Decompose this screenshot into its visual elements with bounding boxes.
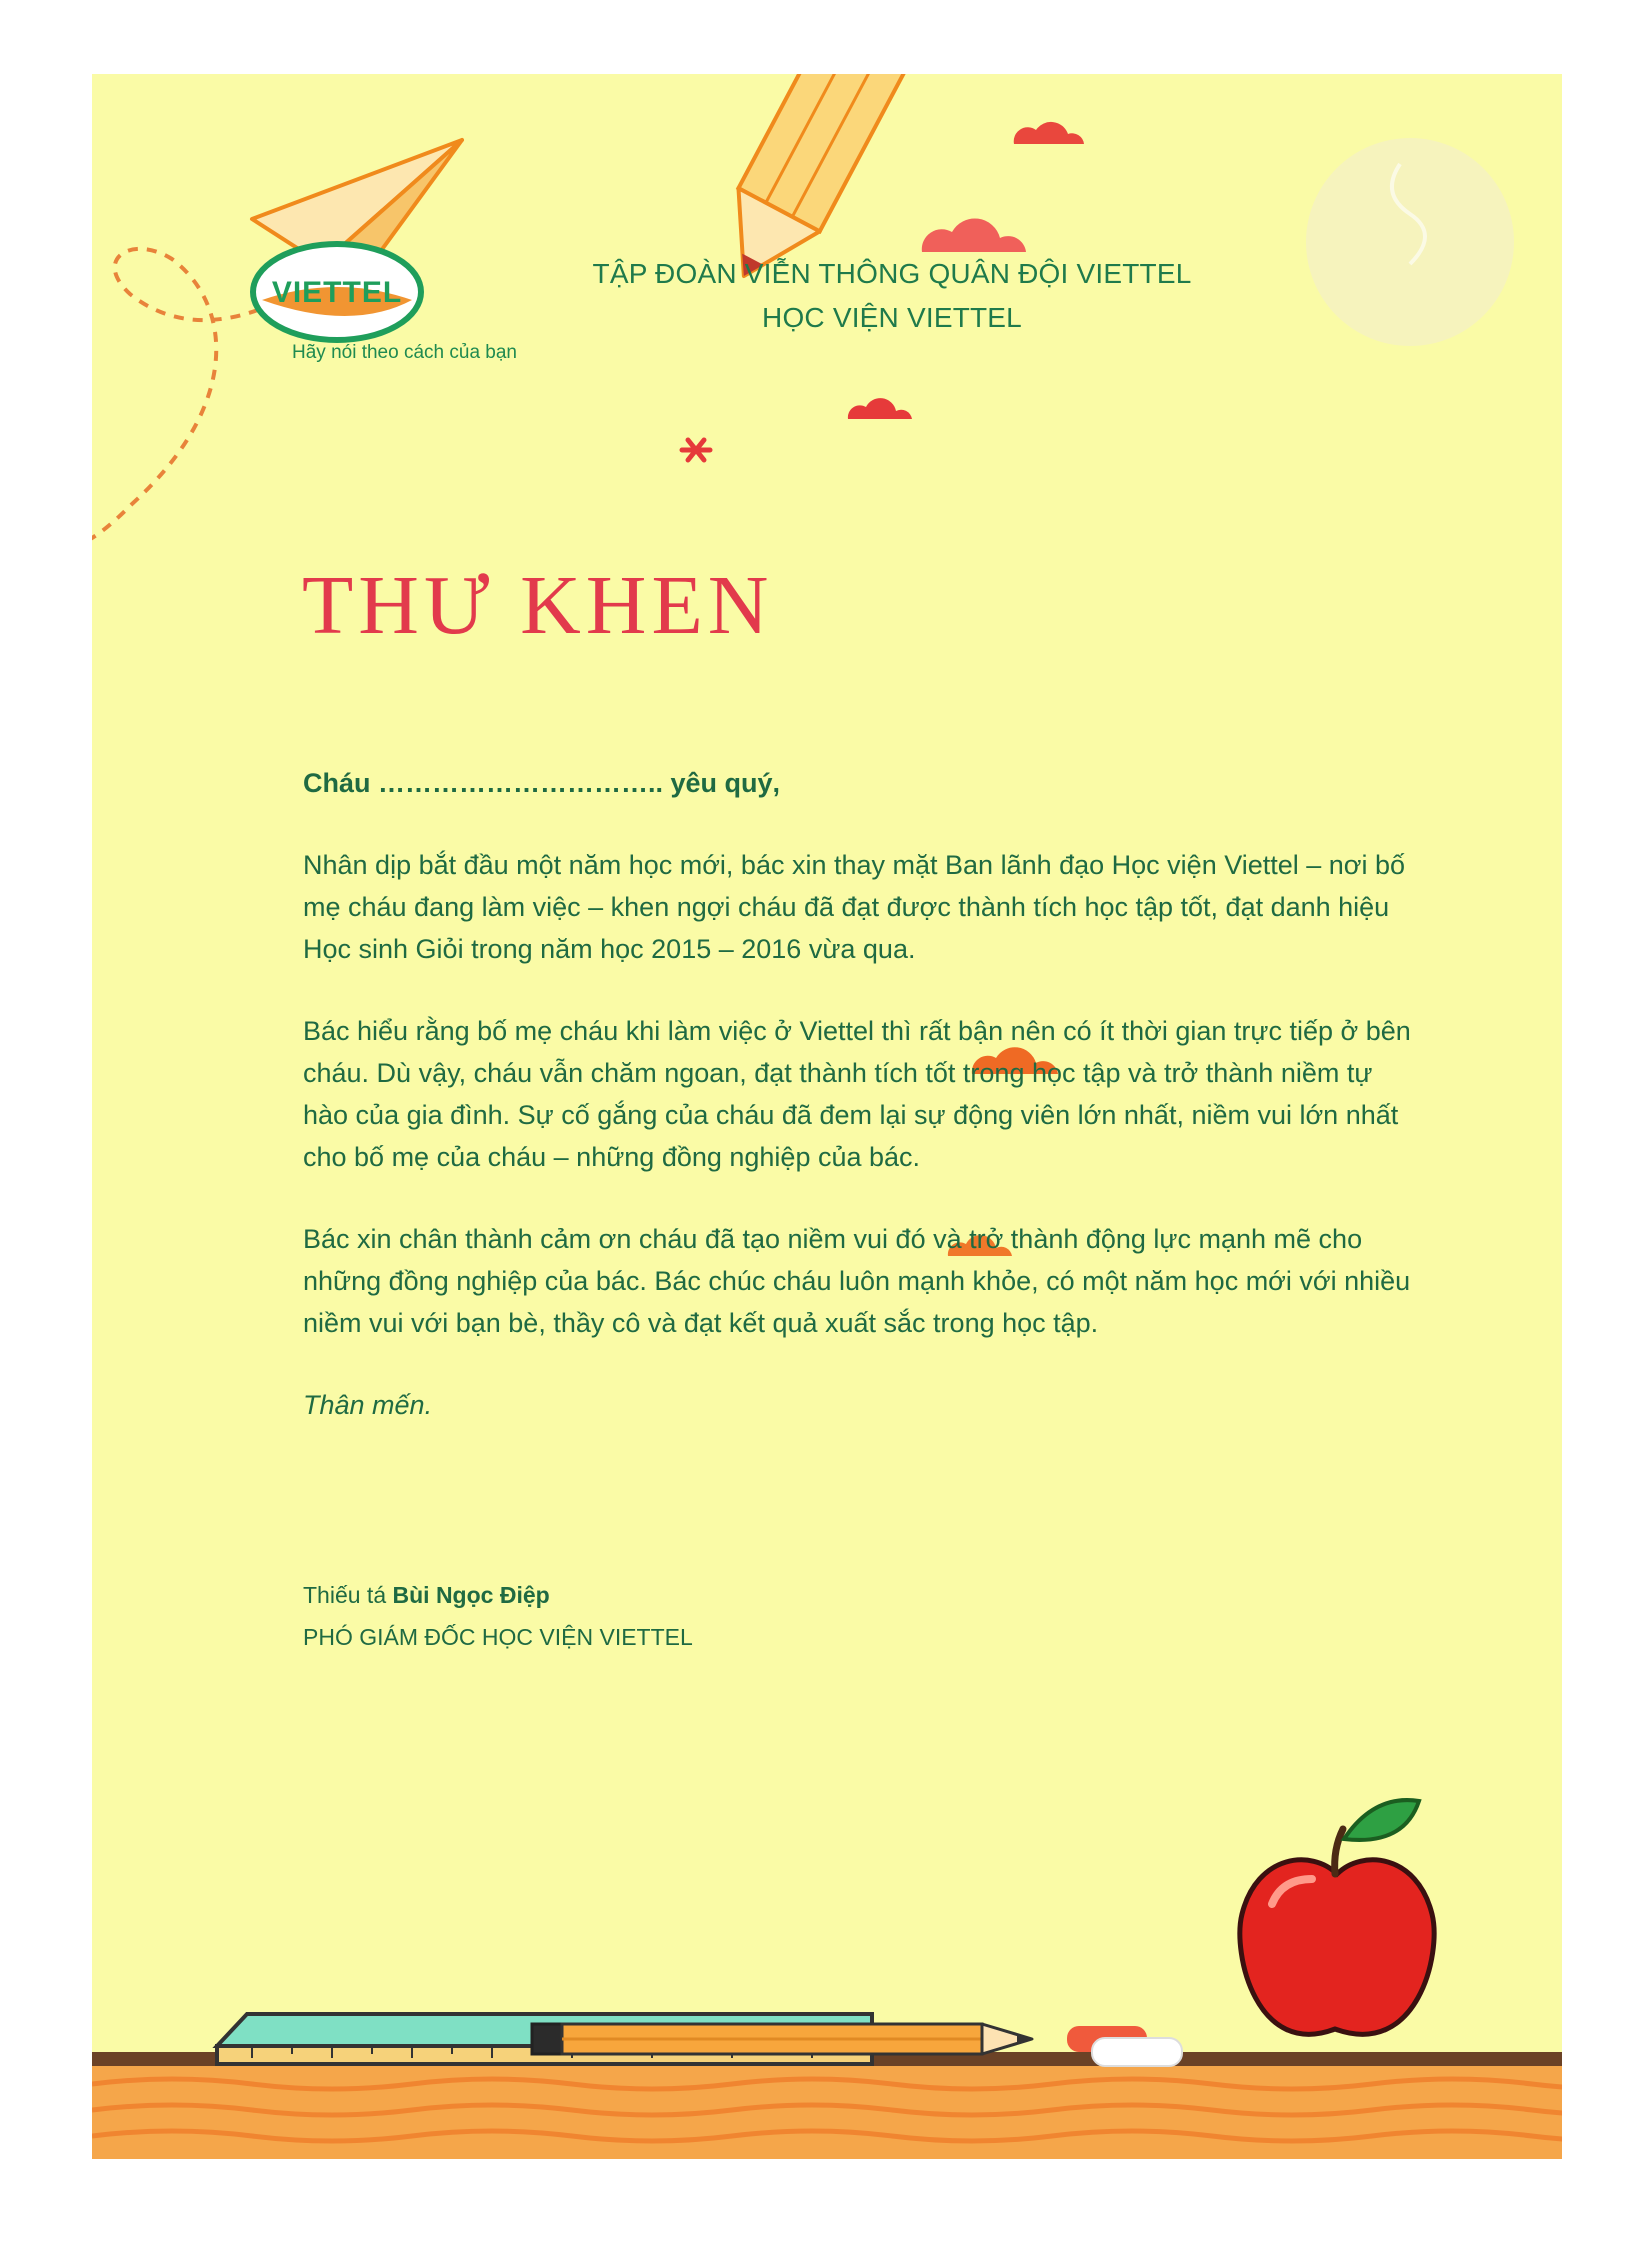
letter-paper [92, 74, 1562, 2159]
signer-name: Bùi Ngọc Điệp [392, 1582, 550, 1608]
cloud-icon [848, 398, 912, 419]
academy-name: HỌC VIỆN VIETTEL [762, 302, 1022, 333]
cloud-icon [922, 218, 1026, 252]
desk-pencil-icon [532, 2024, 1032, 2054]
org-name: TẬP ĐOÀN VIỄN THÔNG QUÂN ĐỘI VIETTEL [592, 258, 1192, 289]
apple-icon [1240, 1800, 1434, 2034]
signer-rank: Thiếu tá [303, 1582, 387, 1608]
signer-position: PHÓ GIÁM ĐỐC HỌC VIỆN VIETTEL [303, 1624, 693, 1650]
letter-body [303, 762, 1423, 1466]
letter-closing: Thân mến. [303, 1390, 433, 1420]
signer-line [303, 1574, 693, 1616]
logo-tagline: Hãy nói theo cách của bạn [292, 342, 517, 363]
svg-text:VIETTEL: VIETTEL [271, 276, 403, 309]
letter-paragraph-3: Bác xin chân thành cảm ơn cháu đã tạo niềm vui đó và trở thành động lực mạnh mẽ cho những đồng nghiệp của bác. Bác chúc cháu luôn mạnh khỏe, có một năm học mới với nhiều niềm vui với bạn bè, thầy cô và đạt kết quả xuất sắc trong học tập. [303, 1224, 1411, 1338]
organization-header [592, 252, 1192, 340]
letter-paragraph-2: Bác hiểu rằng bố mẹ cháu khi làm việc ở Viettel thì rất bận nên có ít thời gian trực tiếp ở bên cháu. Dù vậy, cháu vẫn chăm ngoan, đạt thành tích tốt trong học tập và trở thành niềm tự hào của gia đình. Sự cố gắng của cháu đã đem lại sự động viên lớn nhất, niềm vui lớn nhất cho bố mẹ của cháu – những đồng nghiệp của bác. [303, 1016, 1411, 1172]
spark-icon [682, 440, 710, 460]
signature-block [303, 1574, 693, 1658]
sun-icon [1306, 138, 1514, 346]
cloud-icon [1014, 122, 1084, 144]
letter-greeting: Cháu ………………………….. yêu quý, [303, 768, 781, 798]
letter-paragraph-1: Nhân dịp bắt đầu một năm học mới, bác xin thay mặt Ban lãnh đạo Học viện Viettel – nơi bố mẹ cháu đang làm việc – khen ngợi cháu đã đạt được thành tích học tập tốt, đạt danh hiệu Học sinh Giỏi trong năm học 2015 – 2016 vừa qua. [303, 850, 1406, 964]
letter-title: THƯ KHEN [302, 559, 774, 652]
viettel-logo [253, 244, 421, 340]
